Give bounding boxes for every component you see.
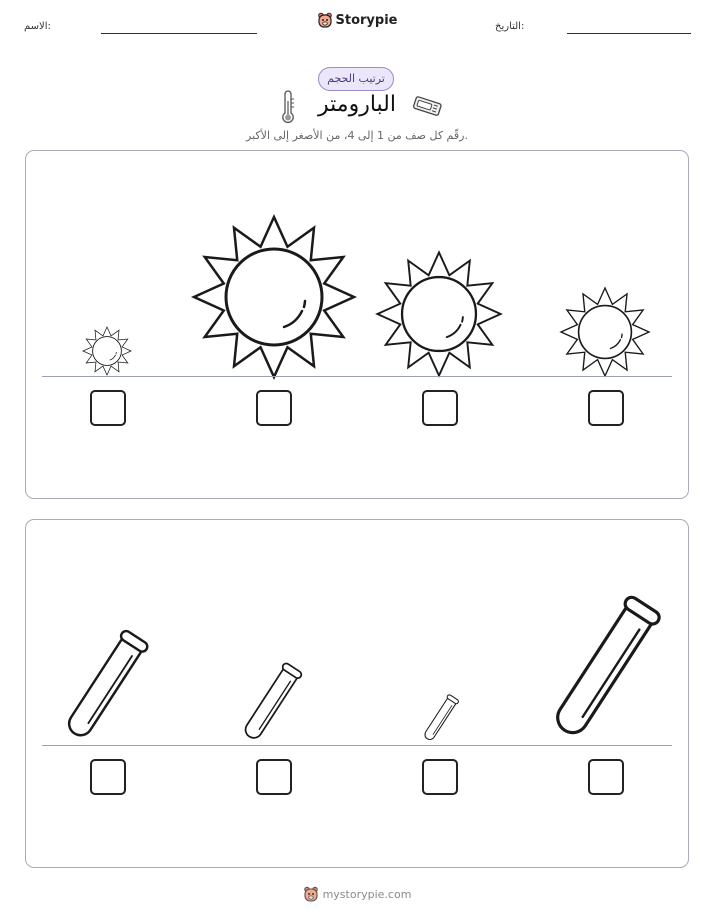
category-badge: ترتيب الحجم (318, 67, 394, 91)
footer-bear-icon (303, 886, 319, 903)
test-tube-item-3 (422, 694, 459, 742)
footer (0, 886, 714, 903)
brand-name: Storypie (335, 13, 398, 28)
worksheet-title: البارومتر (318, 92, 396, 117)
answer-box-row2-item1[interactable] (90, 759, 126, 795)
footer-url[interactable]: mystorypie.com (322, 888, 412, 901)
answer-box-row2-item2[interactable] (256, 759, 292, 795)
date-label: التاريخ: (495, 21, 525, 32)
answer-box-row2-item4[interactable] (588, 759, 624, 795)
test-tube-item-2 (241, 662, 303, 742)
test-tube-row-baseline (42, 745, 672, 746)
test-tube-item-1 (62, 629, 149, 741)
name-label: الاسم: (24, 21, 51, 32)
answer-box-row2-item3[interactable] (422, 759, 458, 795)
instruction-text: رقّم كل صف من 1 إلى 4، من الأصغر إلى الأكبر. (246, 129, 468, 142)
test-tube-item-4 (549, 595, 662, 741)
